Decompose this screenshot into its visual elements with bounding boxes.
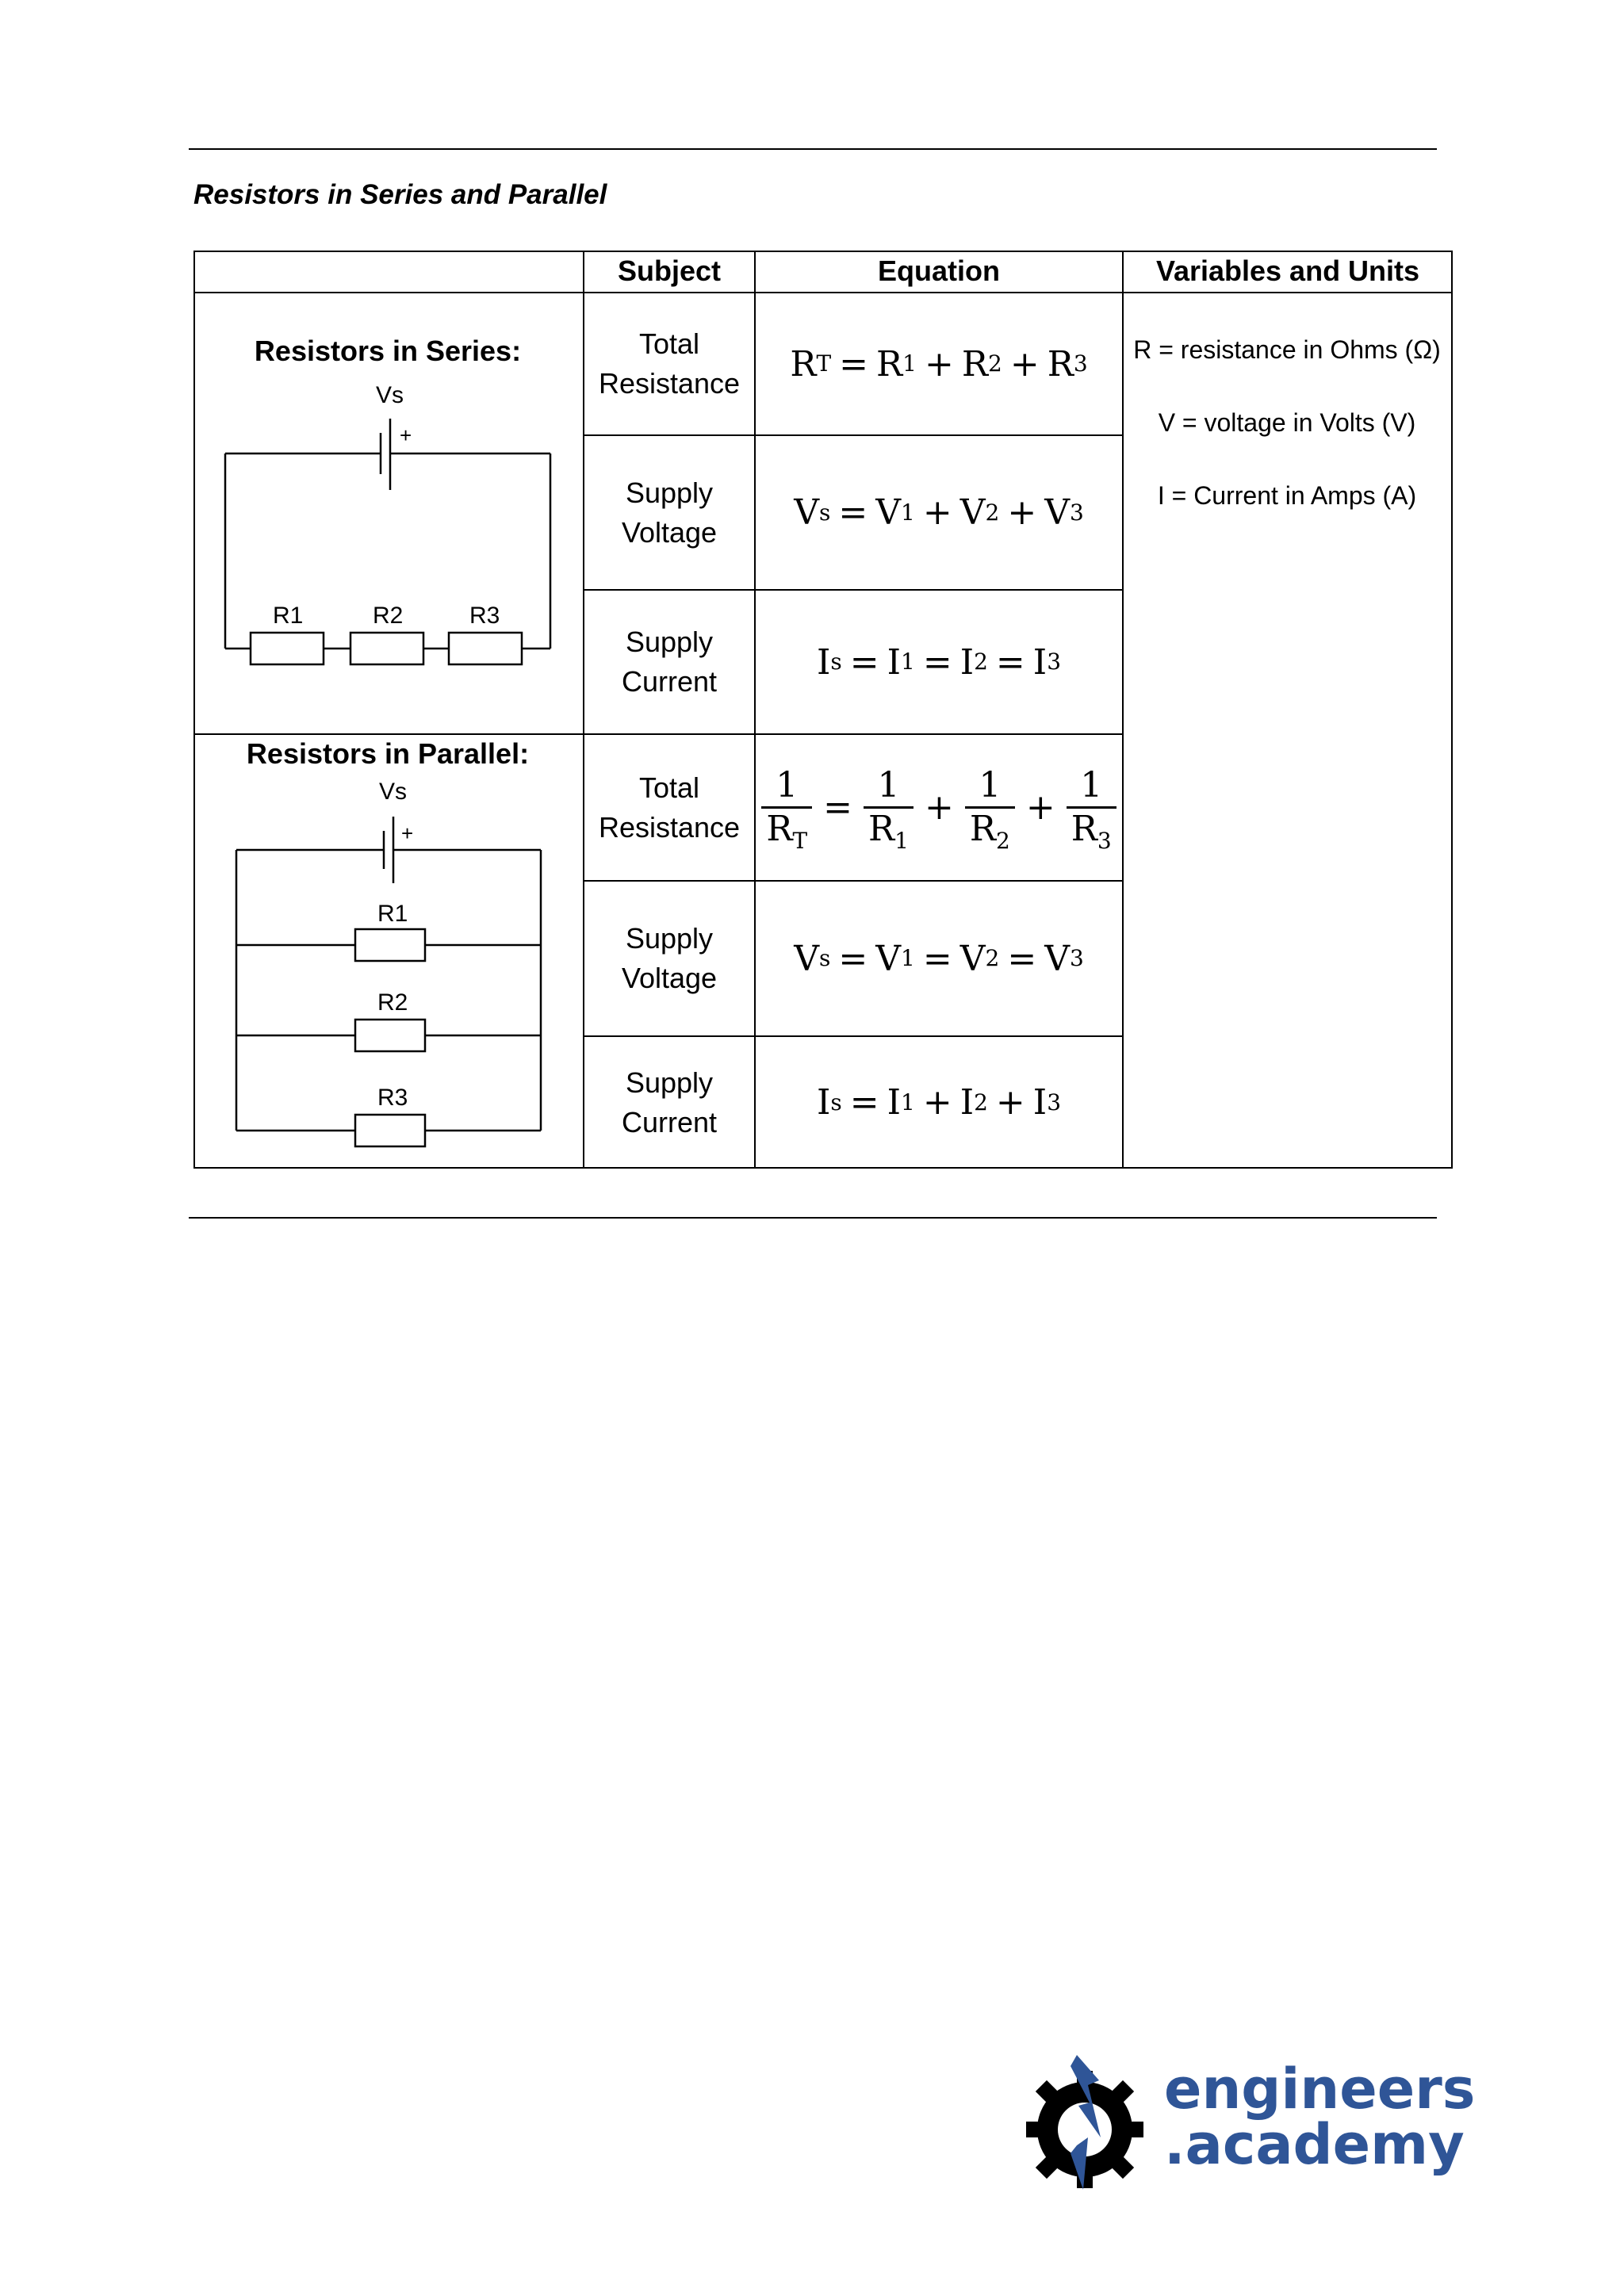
- series-total-resistance-equation: R T = R 1 + R 2 + R 3: [790, 343, 1088, 385]
- voltage-definition: V = voltage in Volts (V): [1158, 408, 1416, 437]
- gear-icon: [1021, 2050, 1156, 2201]
- parallel-supply-voltage-equation: V s = V 1 = V 2 = V 3: [794, 938, 1084, 979]
- parallel-vs-label: Vs: [379, 779, 408, 805]
- parallel-supply-voltage-subject: Supply Voltage: [621, 922, 718, 994]
- bottom-rule: [189, 1217, 1437, 1219]
- series-total-resistance-subject: Total Resistance: [598, 327, 741, 400]
- series-vs-label: Vs: [376, 382, 404, 408]
- resistors-table: [193, 251, 1453, 1169]
- resistance-definition: R = resistance in Ohms (Ω): [1133, 335, 1441, 364]
- series-supply-voltage-subject: Supply Voltage: [621, 476, 718, 549]
- logo-line-engineers: engineers: [1164, 2057, 1476, 2122]
- header-subject: Subject: [617, 254, 722, 287]
- engineers-academy-logo: [1021, 2050, 1476, 2201]
- parallel-plus-label: +: [401, 821, 414, 845]
- series-r2-label: R2: [373, 603, 404, 629]
- page-title: Resistors in Series and Parallel: [193, 179, 607, 210]
- parallel-r3-label: R3: [377, 1085, 408, 1111]
- series-supply-current-equation: I s = I 1 = I 2 = I 3: [816, 641, 1062, 683]
- parallel-supply-current-subject: Supply Current: [621, 1066, 718, 1138]
- series-supply-voltage-equation: V s = V 1 + V 2 + V 3: [794, 492, 1084, 533]
- header-equation: Equation: [878, 254, 1000, 287]
- current-definition: I = Current in Amps (A): [1157, 481, 1417, 510]
- parallel-total-resistance-subject: Total Resistance: [598, 771, 741, 844]
- parallel-r2-label: R2: [377, 989, 408, 1016]
- series-r1-label: R1: [273, 603, 304, 629]
- top-rule: [189, 148, 1437, 150]
- parallel-total-resistance-equation: $\frac{1}{R_T}$ = $\frac{1}{R_1}$ + $\frac{1}{R_2}$ + $\frac{1}{R_3}$: [755, 734, 1123, 881]
- series-supply-current-subject: Supply Current: [621, 626, 718, 698]
- parallel-supply-current-equation: I s = I 1 + I 2 + I 3: [816, 1082, 1062, 1123]
- variables-and-units: [1121, 292, 1453, 1169]
- parallel-circuit-diagram: [193, 771, 584, 1167]
- parallel-heading: Resistors in Parallel:: [246, 737, 530, 770]
- series-r3-label: R3: [469, 603, 500, 629]
- header-variables: Variables and Units: [1155, 254, 1420, 287]
- series-plus-label: +: [400, 423, 412, 447]
- series-heading: Resistors in Series:: [254, 335, 522, 367]
- parallel-r1-label: R1: [377, 901, 408, 927]
- series-circuit-diagram: [193, 369, 584, 718]
- logo-line-academy: .academy: [1164, 2112, 1465, 2177]
